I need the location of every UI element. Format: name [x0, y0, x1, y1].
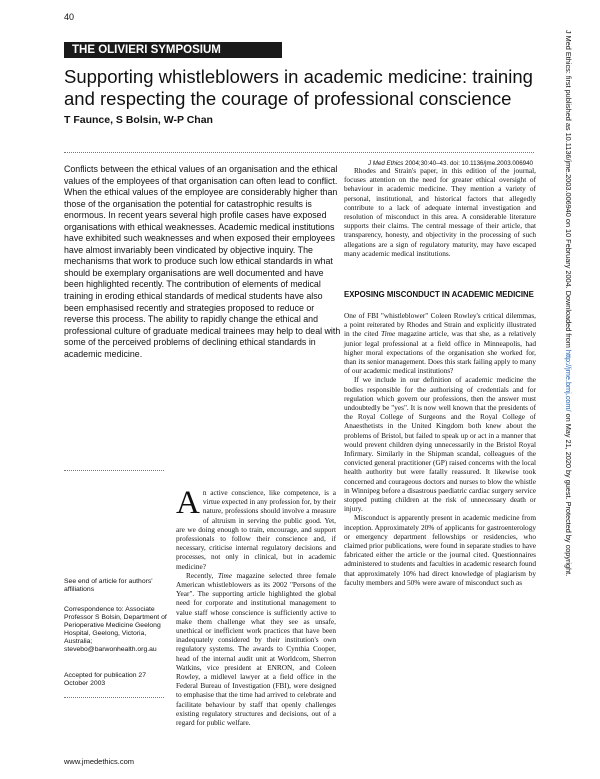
citation-details: 2004;30:40–43. doi: 10.1136/jme.2003.006940	[403, 160, 533, 167]
divider	[64, 697, 164, 698]
right-column-bottom	[344, 311, 536, 587]
divider	[64, 152, 534, 153]
page-number: 40	[64, 12, 75, 22]
middle-column	[176, 485, 336, 728]
divider	[64, 470, 164, 471]
intro-paragraph	[176, 485, 336, 571]
citation-journal: J Med Ethics	[367, 160, 404, 167]
paragraph	[344, 311, 536, 375]
paragraph-text: magazine selected three female American whistleblowers as its 2002 "Persons of the Year". The supporting article highlighted the global need for corporate and institutional management to value staff whose conscience is sufficiently active to make them challenge what they see as unsafe, unethical or inefficient work practices that have been inadequately considered by their institution's own regulatory systems. The awards to Cynthia Cooper, head of the internal audit unit at Worldcom, Sherron Watkins, vice president at ENRON, and Coleen Rowley, a midlevel lawyer at a field office in the Federal Bureau of Investigation (FBI), were designed to emphasise that the time had arrived to celebrate and facilitate behaviour by staff that openly challenges existing regulatory structures and decisions, out of a regard for public welfare.	[176, 570, 336, 728]
sidebar-accepted: Accepted for publication 27 October 2003	[64, 672, 146, 687]
article-title: Supporting whistleblowers in academic medicine: training and respecting the courage of professional conscience	[64, 66, 533, 109]
paragraph-text: n active conscience, like competence, is a virtue expected in any profession for, by their nature, professions should involve a measure of altruism in serving the public good. Yet, are we doing enough to train, encourage, and support professionals to follow their conscience and, if necessary, criticise internal regulatory decisions and processes, not only in clinical, but in academic medicine?	[176, 488, 336, 571]
paragraph-text: Recently,	[186, 570, 218, 580]
download-note-text: J Med Ethics: first published as 10.1136/jme.2003.006940 on 10 February 2004. Downloaded from	[564, 30, 573, 350]
drop-cap: A	[176, 485, 200, 521]
section-heading: EXPOSING MISCONDUCT IN ACADEMIC MEDICINE	[344, 290, 534, 299]
paragraph: Rhodes and Strain's paper, in this edition of the journal, focuses attention on the need for greater ethical oversight of behaviour in academic medicine. They mention a variety of personal, institutional, and historical factors that allegedly contribute to a lack of adequate internal investigation and resolution of misconduct in this area. A considerable literature supports their claims. The central message of their article, that transparency, honesty, and objectivity in the processing of such allegations are a sign of regulatory maturity, may have escaped many academic medical institutions.	[344, 166, 536, 258]
authors: T Faunce, S Bolsin, W-P Chan	[64, 114, 213, 126]
abstract-text: Conflicts between the ethical values of an organisation and the ethical values of the employees of that organisation can often lead to conflict. When the ethical values of the employee are considerably higher than those of the organisation the potential for catastrophic results is enormous. In recent years several high profile cases have exposed organisations with ethical weaknesses. Academic medical institutions have exhibited such weaknesses and when exposed their employees have almost invariably been vindicated by objective inquiry. The mechanisms that work to produce such low ethical standards in what should be exemplary organisations are well documented and have been highlighted recently. The contribution of elements of medical training in eroding ethical standards of medical students have also been emphasised recently and strategies proposed to reduce or reverse this process. The ability to rapidly change the ethical and professional culture of graduate medical trainees may help to deal with some of the perceived problems of declining ethical standards in academic medicine.	[64, 164, 341, 359]
vertical-download-note	[564, 30, 573, 730]
paragraph-text: One of FBI "whistleblower" Coleen Rowley's critical dilemmas, a point reiterated by Rhodes and Strain and explicitly illustrated in the cited	[344, 311, 536, 339]
paragraph	[176, 571, 336, 727]
paragraph: If we include in our definition of academic medicine the bodies responsible for the authorising of credentials and for regulation which govern our professions, then the answer must undoubtedly be "yes". It is now well known that the presidents of the Royal College of Surgeons and the Royal College of Anaesthetists in the United Kingdom both knew about the problems of Bristol, but failed to speak up or act in a manner that would prevent children dying unnecessarily in the Bristol Royal Infirmary. Similarly in the Shipman scandal, colleagues of the convicted general practitioner (GP) raised concerns with the local health authority but were fatally reassured. It likewise took concerned and courageous doctors and nurses to blow the whistle in Winnipeg before a disastrous paediatric cardiac surgery service stopped putting children at the risk of unnecessary death or injury.	[344, 375, 536, 514]
section-banner: THE OLIVIERI SYMPOSIUM	[64, 42, 282, 58]
paragraph-text: magazine article, was that she, as a relatively junior legal professional at a field office in Minneapolis, had higher moral expectations of the organisation she worked for, than its senior management. Does this stark failing apply to many of our academic medical institutions?	[344, 329, 537, 376]
sidebar-see-end: See end of article for authors' affiliations	[64, 578, 153, 593]
italic-text: Time	[217, 570, 233, 580]
paragraph: Misconduct is apparently present in academic medicine from inception. Approximately 20% of applicants for gastroenterology or emergency department fellowships or residencies, who claimed prior publications, were found in separate studies to have fabricated either the article or the journal cited. Questionnaires administered to students and faculties in academic research found that approximately 10% had direct knowledge of plagiarism by faculty members and 50% were aware of misconduct such as	[344, 513, 536, 587]
download-note-text: on May 21, 2020 by guest. Protected by copyright.	[564, 411, 573, 577]
journal-link[interactable]: http://jme.bmj.com/	[564, 349, 573, 412]
sidebar-correspondence: Correspondence to: Associate Professor S Bolsin, Department of Perioperative Medicine Geelong Hospital, Geelong, Victoria, Australia; stevebo@barwonhealth.org.au	[64, 606, 167, 653]
italic-text: Time	[381, 329, 396, 339]
footer-url: www.jmedethics.com	[64, 757, 135, 766]
right-column-top	[344, 166, 536, 258]
abstract	[64, 164, 344, 360]
